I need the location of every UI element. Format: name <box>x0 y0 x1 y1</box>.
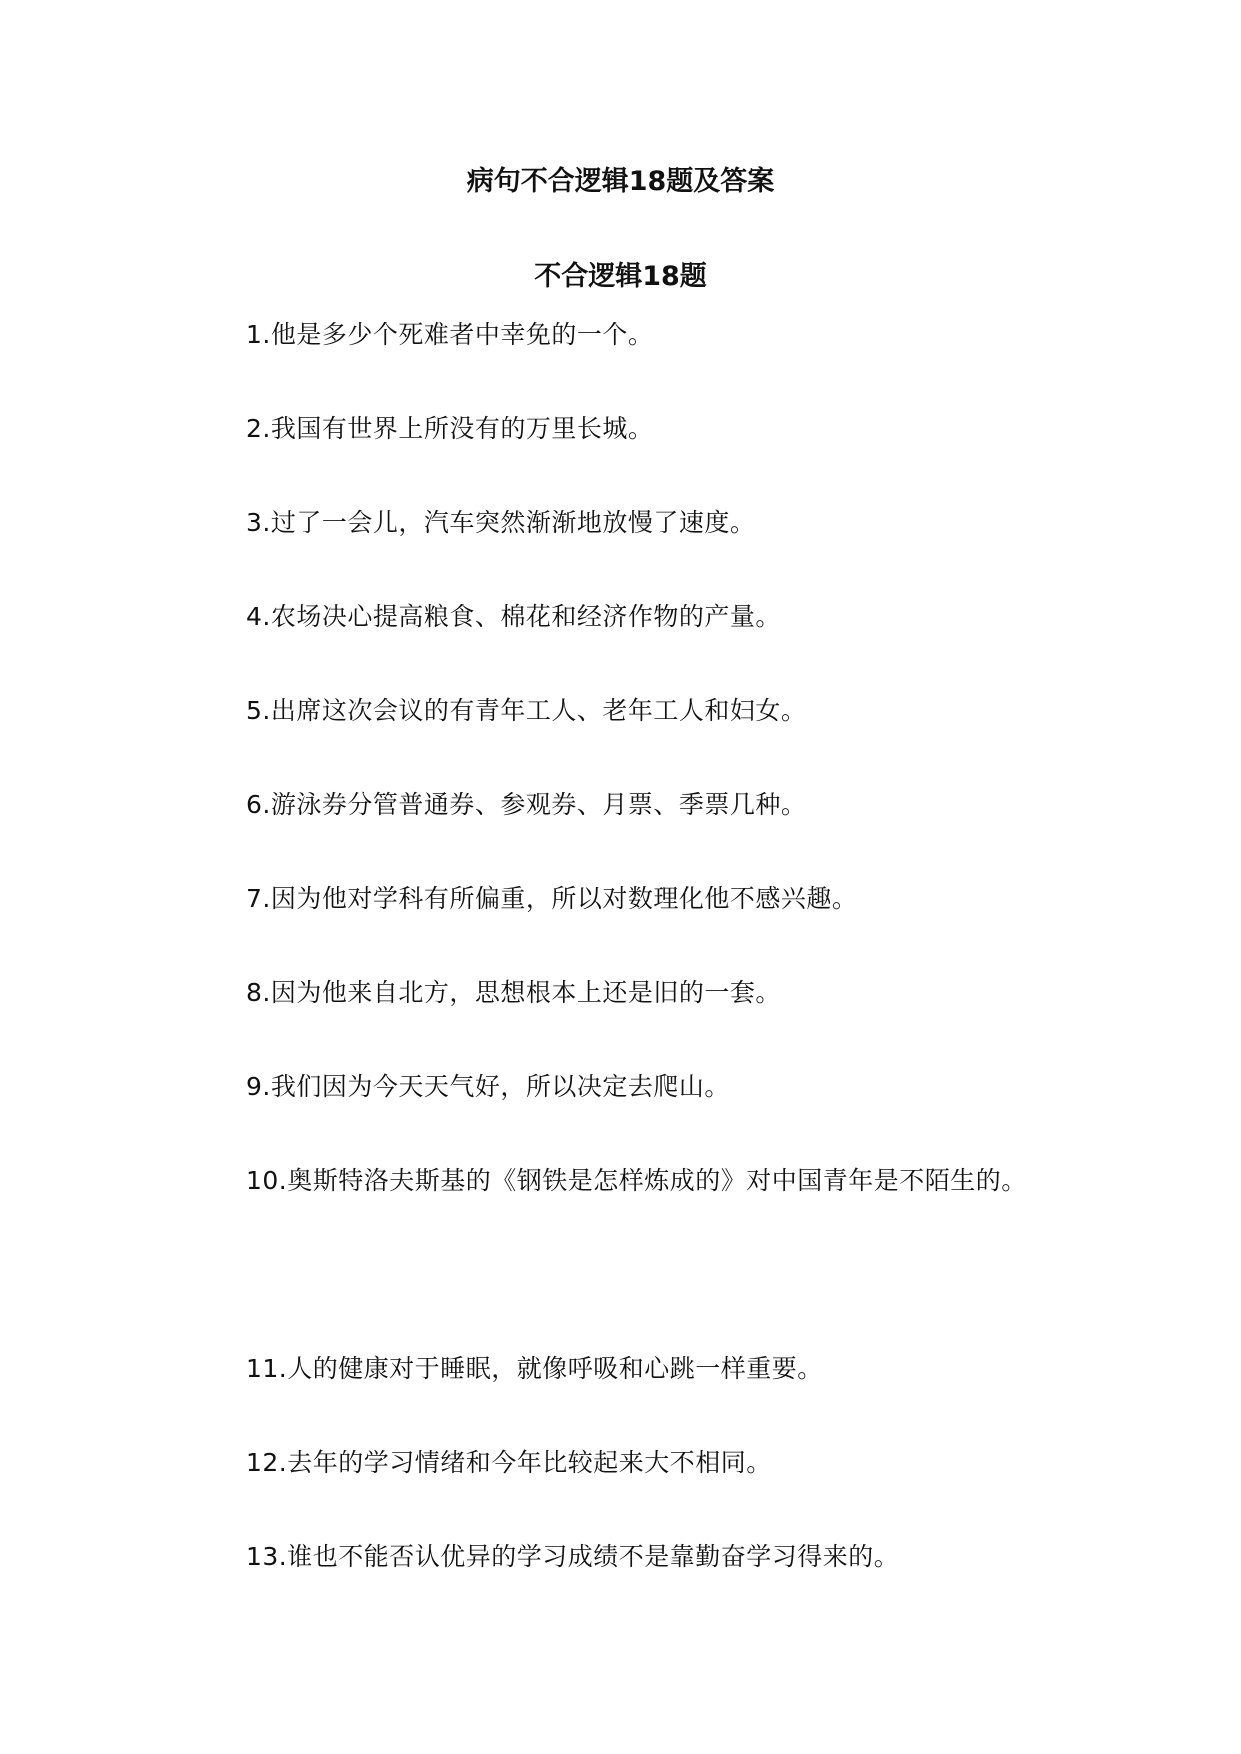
question-12: 12.去年的学习情绪和今年比较起来大不相同。 <box>246 1448 772 1477</box>
question-8: 8.因为他来自北方，思想根本上还是旧的一套。 <box>246 978 781 1007</box>
section-title: 不合逻辑18题 <box>534 261 707 292</box>
question-3: 3.过了一会儿，汽车突然渐渐地放慢了速度。 <box>246 508 756 537</box>
question-5: 5.出席这次会议的有青年工人、老年工人和妇女。 <box>246 696 807 725</box>
question-4: 4.农场决心提高粮食、棉花和经济作物的产量。 <box>246 602 781 631</box>
question-9: 9.我们因为今天天气好，所以决定去爬山。 <box>246 1072 730 1101</box>
page-title: 病句不合逻辑18题及答案 <box>466 166 775 197</box>
question-7: 7.因为他对学科有所偏重，所以对数理化他不感兴趣。 <box>246 884 858 913</box>
question-13: 13.谁也不能否认优异的学习成绩不是靠勤奋学习得来的。 <box>246 1542 900 1571</box>
question-1: 1.他是多少个死难者中幸免的一个。 <box>246 320 654 349</box>
question-10: 10.奥斯特洛夫斯基的《钢铁是怎样炼成的》对中国青年是不陌生的。 <box>246 1166 1027 1195</box>
question-11: 11.人的健康对于睡眠，就像呼吸和心跳一样重要。 <box>246 1354 823 1383</box>
question-2: 2.我国有世界上所没有的万里长城。 <box>246 414 654 443</box>
question-6: 6.游泳券分管普通券、参观券、月票、季票几种。 <box>246 790 807 819</box>
